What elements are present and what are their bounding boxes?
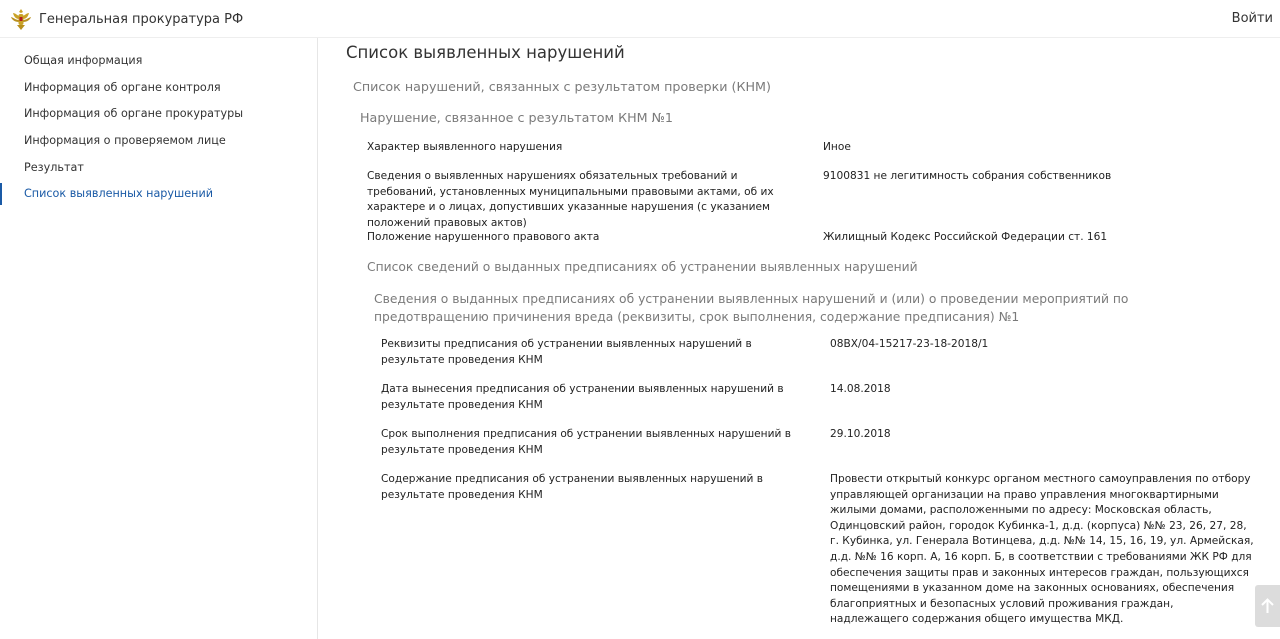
- sidebar-item-inspected-entity[interactable]: Информация о проверяемом лице: [24, 134, 226, 148]
- sidebar-item-general-info[interactable]: Общая информация: [24, 54, 143, 67]
- sidebar-item-control-body[interactable]: Информация об органе контроля: [24, 80, 221, 94]
- field-label: Характер выявленного нарушения: [367, 141, 563, 153]
- field-value: 29.10.2018: [830, 428, 891, 440]
- page-title: Список выявленных нарушений: [346, 43, 625, 62]
- field-label: Реквизиты предписания об устранении выявленных нарушений в результате проведения КНМ: [381, 338, 752, 366]
- violation-heading: Нарушение, связанное с результатом КНМ №1: [360, 110, 673, 125]
- site-title: Генеральная прокуратура РФ: [39, 11, 244, 27]
- prescriptions-list-heading: Список сведений о выданных предписаниях об устранении выявленных нарушений: [367, 260, 918, 274]
- violations-list-heading: Список нарушений, связанных с результатом проверки (КНМ): [353, 79, 771, 94]
- field-label: Дата вынесения предписания об устранении выявленных нарушений в результате проведения КНМ: [381, 383, 784, 411]
- chevron-up-icon: [1261, 598, 1274, 614]
- field-value: Провести открытый конкурс органом местного самоуправления по отбору управляющей организации на право управления многоквартирными жилыми домами, расположенными по адресу: Московская область, Одинцовский район, городок Кубинка-1, д.д. (корпуса) №№ 23, 26, 27, 28, г. Кубинка, ул. Генерала Вотинцева, д.д. №№ 14, 15, 16, 19, ул. Армейская, д.д. №№ 16 корп. А, 16 корп. Б, в соответствии с требованиями ЖК РФ для обеспечения защиты прав и законных интересов граждан, пользующихся помещениями в указанном доме на законных основаниях, обеспечения благоприятных и безопасных условий проживания граждан, надлежащего содержания общего имущества МКД.: [830, 473, 1254, 626]
- prescription-heading: Сведения о выданных предписаниях об устранении выявленных нарушений и (или) о проведении мероприятий по предотвращению причинения вреда (реквизиты, срок выполнения, содержание предписания) №1: [374, 292, 1129, 324]
- sidebar-item-violations[interactable]: Список выявленных нарушений: [0, 185, 317, 212]
- main-content: [318, 38, 1280, 639]
- field-label: Сведения о выявленных нарушениях обязательных требований и требований, установленных муниципальными правовыми актами, об их характере и о лицах, допустивших указанные нарушения (с указанием положений правовых актов): [367, 170, 774, 229]
- field-value: 14.08.2018: [830, 383, 891, 395]
- field-value: 9100831 не легитимность собрания собственников: [823, 170, 1112, 182]
- field-label: Содержание предписания об устранении выявленных нарушений в результате проведения КНМ: [381, 473, 764, 501]
- field-label: Срок выполнения предписания об устранении выявленных нарушений в результате проведения КНМ: [381, 428, 791, 456]
- sidebar: [0, 38, 318, 639]
- sidebar-menu: [0, 38, 317, 212]
- brand[interactable]: [10, 7, 243, 31]
- sidebar-item-prosecutor-body[interactable]: Информация об органе прокуратуры: [24, 107, 244, 121]
- scroll-to-top-button[interactable]: [1255, 585, 1280, 627]
- field-value: Иное: [823, 141, 851, 153]
- field-value: 08ВХ/04-15217-23-18-2018/1: [830, 338, 989, 350]
- login-link[interactable]: Войти: [1231, 11, 1273, 26]
- sidebar-item-result[interactable]: Результат: [24, 160, 84, 174]
- field-value: Жилищный Кодекс Российской Федерации ст. 161: [823, 231, 1108, 243]
- eagle-emblem-icon: [10, 7, 32, 31]
- top-bar: [0, 0, 1280, 38]
- field-label: Положение нарушенного правового акта: [367, 231, 600, 243]
